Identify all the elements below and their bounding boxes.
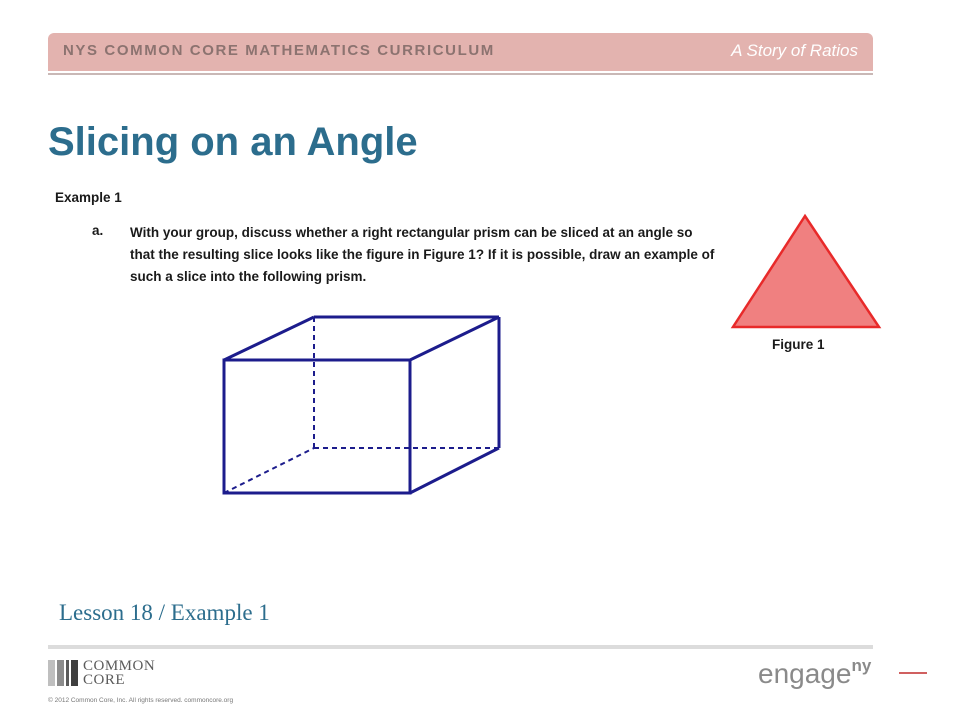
lesson-reference: Lesson 18 / Example 1 (59, 600, 270, 625)
engage-ny-superscript: ny (851, 656, 872, 675)
curriculum-title: NYS COMMON CORE MATHEMATICS CURRICULUM (63, 42, 495, 59)
module-name: A Story of Ratios (731, 41, 858, 60)
header-divider (48, 73, 873, 75)
engage-word: engage (758, 658, 852, 689)
logo-text-line1: COMMON (83, 658, 156, 674)
prism-bottom-right-edge (410, 448, 499, 493)
footer-accent-line (899, 672, 927, 674)
triangle-slice (733, 216, 879, 327)
prism-top-right-edge (410, 317, 499, 360)
common-core-logo-text (83, 659, 155, 687)
footer-divider (48, 645, 873, 649)
prism-front-face (224, 360, 410, 493)
prism-top-left-edge (224, 317, 314, 360)
engageny-logo (758, 656, 871, 690)
copyright-text: © 2012 Common Core, Inc. All rights reserved. commoncore.org (48, 697, 234, 704)
prism-diagram (215, 308, 507, 500)
question-text: With your group, discuss whether a right rectangular prism can be sliced at an angle so that the resulting slice looks like the figure in Figure 1? If it is possible, draw an example of such a slice into the following prism. (130, 225, 715, 284)
figure-caption: Figure 1 (772, 337, 825, 352)
logo-text-line2: CORE (83, 672, 126, 688)
page-title: Slicing on an Angle (48, 120, 418, 164)
common-core-logo-icon (48, 660, 78, 686)
item-letter: a. (92, 223, 104, 238)
triangle-figure (728, 210, 884, 332)
prism-hidden-diagonal-edge (224, 448, 314, 493)
example-label: Example 1 (55, 190, 122, 205)
